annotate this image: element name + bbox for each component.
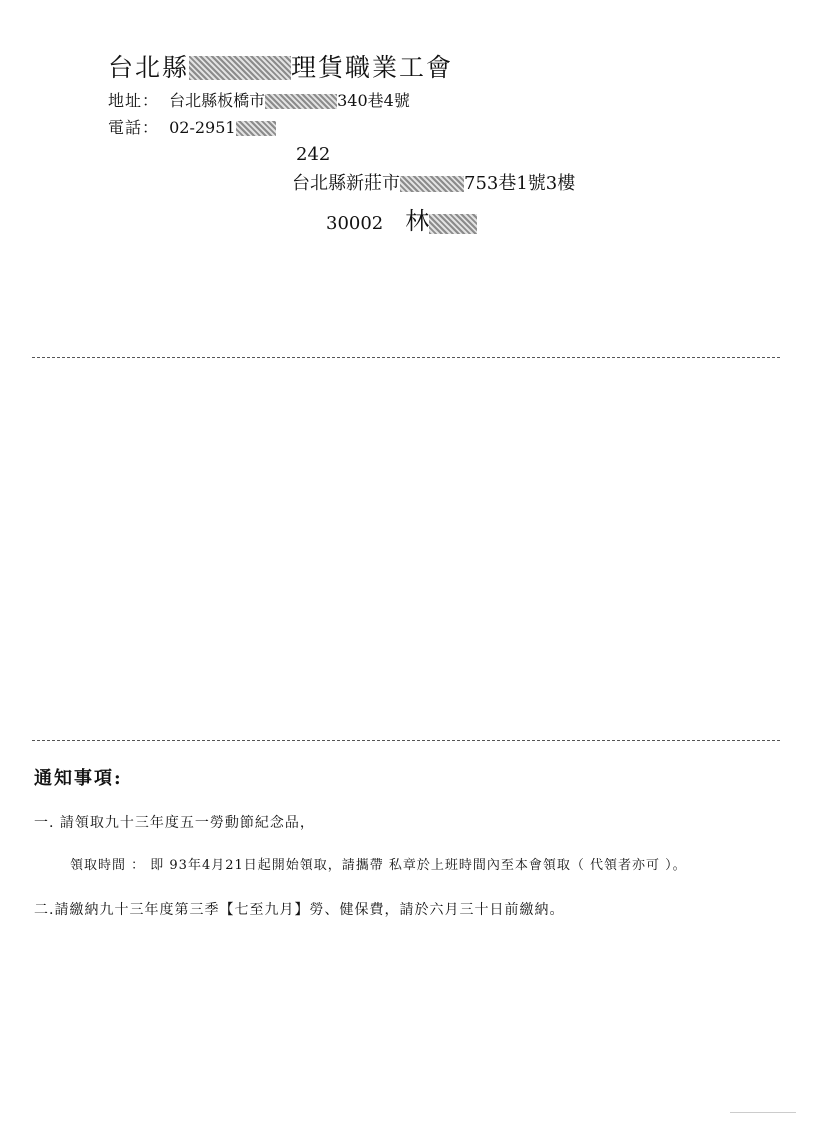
recipient-code: 30002 [326, 213, 384, 234]
sender-address-prefix: 台北縣板橋市 [169, 91, 266, 110]
sender-name [108, 48, 453, 84]
recipient-surname: 林 [405, 207, 430, 235]
sender-name-prefix: 台北縣 [108, 53, 190, 82]
notice-item-1: 一. 請領取九十三年度五一勞動節紀念品， [34, 815, 315, 831]
phone-label: 電話： [108, 118, 160, 137]
address-label: 地址： [108, 91, 160, 110]
sender-address-line [108, 88, 453, 111]
notice-title: 通知事項: [34, 768, 123, 789]
sender-phone-prefix: 02-2951 [169, 118, 236, 137]
recipient-address-prefix: 台北縣新莊市 [292, 173, 400, 194]
recipient-block [292, 144, 575, 236]
redacted-text [236, 121, 276, 136]
fold-line-top [32, 357, 780, 358]
fold-line-bottom [32, 740, 780, 741]
recipient-address [292, 169, 575, 195]
notice-item-1-detail: 領取時間 ： 即 93年4月21日起開始領取，請攜帶 私章於上班時間內至本會領取（ 代領者亦可 ）。 [70, 858, 687, 873]
redacted-text [189, 56, 291, 80]
redacted-text [400, 176, 464, 192]
redacted-text [429, 214, 477, 234]
redacted-text [265, 94, 337, 109]
recipient-name-line [326, 201, 575, 236]
sender-name-suffix: 理貨職業工會 [291, 53, 454, 82]
recipient-address-suffix: 753巷1號3樓 [464, 173, 576, 194]
notice-item-2: 二.請繳納九十三年度第三季【七至九月】勞、健保費，請於六月三十日前繳納。 [34, 902, 565, 918]
sender-address-suffix: 340巷4號 [337, 91, 410, 110]
sender-block [108, 48, 453, 138]
recipient-postal-code: 242 [296, 144, 331, 165]
sender-phone-line [108, 115, 453, 138]
corner-mark [730, 1112, 796, 1113]
notice-section [34, 764, 794, 919]
